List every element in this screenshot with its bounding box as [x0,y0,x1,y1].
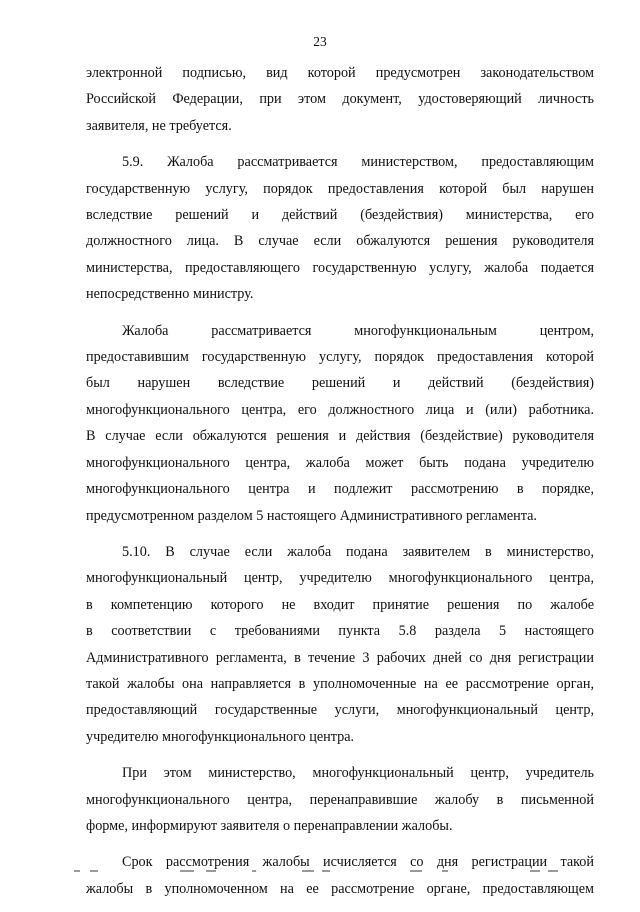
text-line: министерства, предоставляющего государственную услугу, жалоба подается [86,259,594,276]
text-line: учредителю многофункционального центра. [86,728,355,745]
text-line: непосредственно министру. [86,286,254,303]
text-line: заявителя, не требуется. [86,117,232,134]
text-line: многофункционального центра, жалоба может быть подана учредителю [86,454,594,471]
text-line: такой жалобы она направляется в уполномоченные на ее рассмотрение орган, [86,675,594,692]
text-line: многофункциональный центр, учредителю многофункционального центра, [86,570,594,587]
scan-artifact-strip [70,866,570,878]
text-line: был нарушен вследствие решений и действий (бездействия) [86,375,594,392]
paragraph-1 [86,60,594,139]
paragraph-3 [86,318,594,529]
paragraph-4 [86,539,594,750]
text-line: Административного регламента, в течение 3 рабочих дней со дня регистрации [86,649,594,666]
text-line: в соответствии с требованиями пункта 5.8 раздела 5 настоящего [86,623,594,640]
text-line: В случае если обжалуются решения и действия (бездействие) руководителя [86,428,594,445]
text-line: 5.9. Жалоба рассматривается министерством, предоставляющим [122,154,594,171]
document-body [86,60,594,912]
text-line: государственную услугу, порядок предоставления которой был нарушен [86,180,594,197]
text-line: При этом министерство, многофункциональный центр, учредитель [122,765,594,782]
text-line: Срок рассмотрения жалобы исчисляется со дня регистрации такой [122,854,594,871]
paragraph-2 [86,149,594,307]
text-line: многофункционального центра и подлежит рассмотрению в порядке, [86,481,594,498]
text-line: Российской Федерации, при этом документ, удостоверяющий личность [86,91,594,108]
page-number: 23 [313,34,327,49]
text-line: многофункционального центра, перенаправившие жалобу в письменной [86,791,594,808]
text-line: в компетенцию которого не входит принятие решения по жалобе [86,596,594,613]
text-line: форме, информируют заявителя о перенаправлении жалобы. [86,817,453,834]
text-line: многофункционального центра, его должностного лица и (или) работника. [86,401,594,418]
text-line: должностного лица. В случае если обжалуются решения руководителя [86,233,594,250]
paragraph-5 [86,760,594,839]
text-line: Жалоба рассматривается многофункциональным центром, [122,322,594,339]
text-line: предусмотренном разделом 5 настоящего Административного регламента. [86,507,537,524]
text-line: жалобы в уполномоченном на ее рассмотрение органе, предоставляющем [86,880,594,897]
text-line: предоставившим государственную услугу, порядок предоставления которой [86,349,594,366]
text-line: электронной подписью, вид которой предусмотрен законодательством [86,65,594,81]
text-line: вследствие решений и действий (бездействия) министерства, его [86,207,594,224]
text-line: предоставляющий государственные услуги, многофункциональный центр, [86,702,594,719]
text-line: 5.10. В случае если жалоба подана заявителем в министерство, [122,543,594,560]
